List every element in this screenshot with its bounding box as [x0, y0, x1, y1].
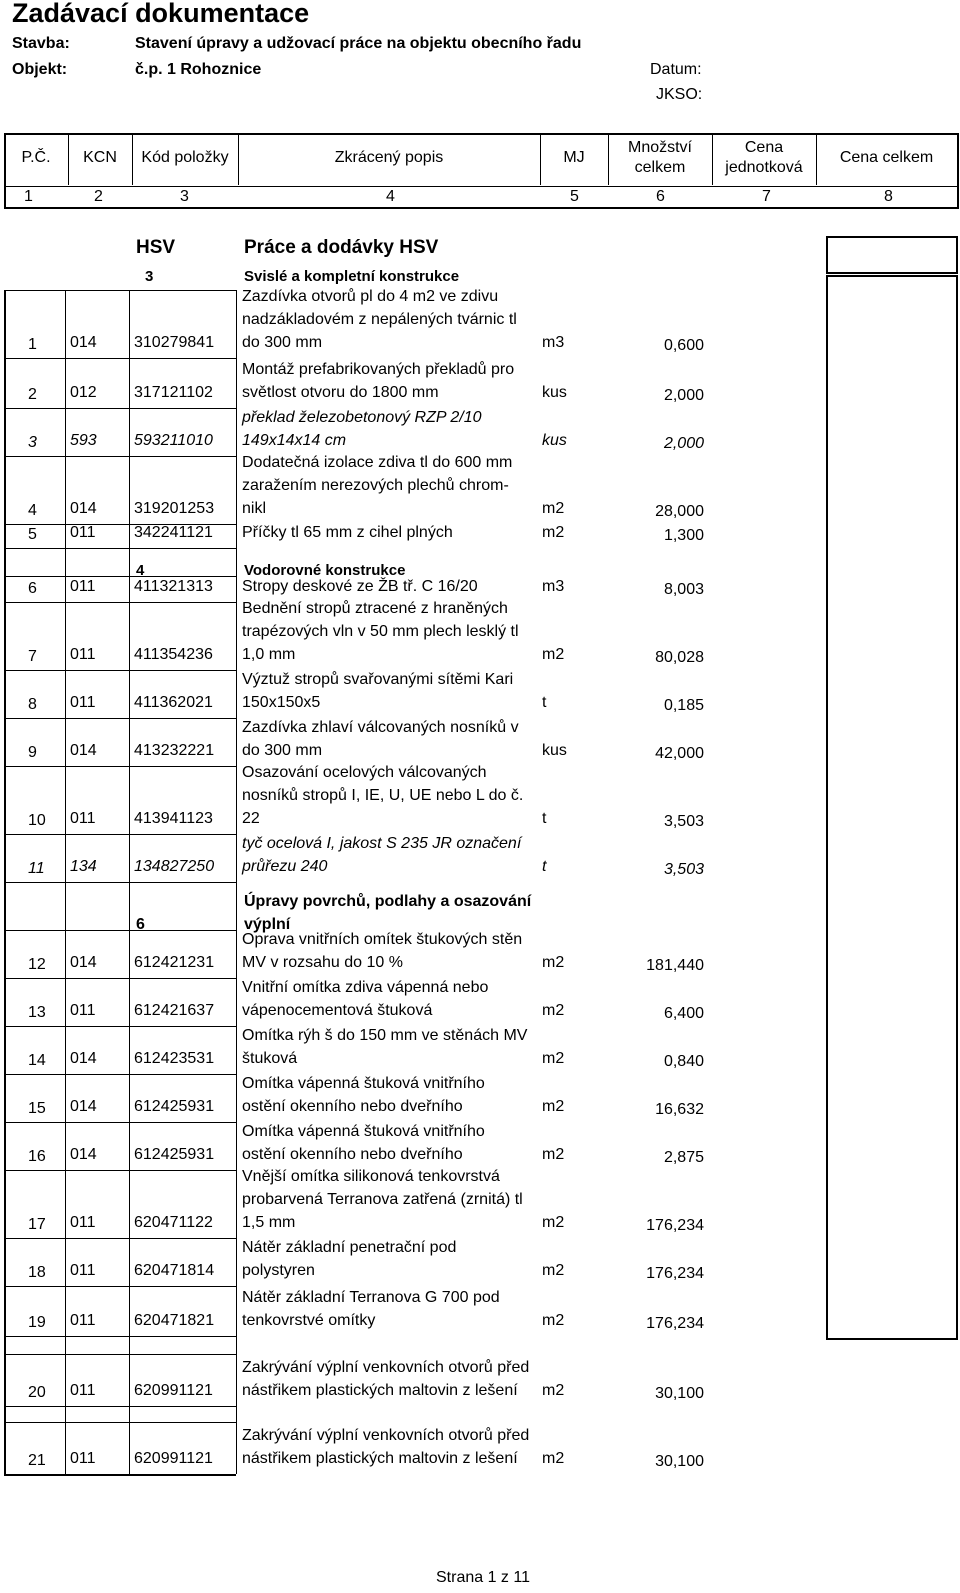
row-qty: 0,600	[663, 337, 704, 354]
grid-line	[4, 290, 236, 291]
row-qty: 176,234	[646, 1265, 704, 1282]
row-kod: 411321313	[134, 578, 213, 595]
row-kod: 612421637	[134, 1002, 215, 1019]
grid-line	[4, 1406, 236, 1407]
col-mj: MJ	[563, 149, 585, 166]
row-mj: m2	[542, 1146, 565, 1163]
col-num: 1	[24, 188, 33, 205]
row-pc: 20	[28, 1384, 46, 1401]
row-mj: m2	[542, 954, 565, 971]
row-mj: m2	[542, 646, 565, 663]
row-kod: 620471122	[134, 1214, 213, 1231]
row-pc: 18	[28, 1264, 46, 1281]
grid-line	[4, 548, 236, 549]
row-mj: m2	[542, 1382, 565, 1399]
row-qty: 0,185	[663, 697, 704, 714]
col-num: 6	[656, 188, 665, 205]
row-desc: Bednění stropů ztracené z hraněných trapézových vln v 50 mm plech lesklý tl 1,0 mm	[242, 600, 519, 663]
row-desc: Vnitřní omítka zdiva vápenná nebo vápenocementová štuková	[242, 979, 489, 1019]
row-qty: 16,632	[655, 1101, 704, 1118]
row-desc: Zakrývání výplní venkovních otvorů před nástřikem plastických maltovin z lešení	[242, 1359, 530, 1399]
row-qty: 3,503	[663, 813, 704, 830]
row-kod: 134827250	[134, 858, 215, 875]
row-qty: 8,003	[663, 581, 704, 598]
row-kod: 620471814	[134, 1262, 215, 1279]
row-pc: 12	[28, 956, 46, 973]
row-kod: 319201253	[134, 500, 215, 517]
row-desc: překlad železobetonový RZP 2/10 149x14x14 cm	[242, 409, 482, 449]
row-qty: 176,234	[646, 1217, 704, 1234]
row-kod: 593211010	[134, 432, 213, 449]
row-desc: Nátěr základní penetrační pod polystyren	[242, 1239, 457, 1279]
row-kod: 620991121	[134, 1382, 213, 1399]
row-desc: Montáž prefabrikovaných překladů pro světlost otvoru do 1800 mm	[242, 361, 515, 401]
grid-line	[4, 1122, 236, 1123]
row-qty: 30,100	[655, 1453, 704, 1470]
row-qty: 181,440	[646, 957, 704, 974]
row-mj: m2	[542, 524, 565, 541]
grid-line	[4, 930, 236, 931]
section-hsv-name: Práce a dodávky HSV	[244, 237, 439, 258]
price-box	[826, 236, 958, 274]
row-kcn: 011	[70, 810, 96, 827]
col-cena-j-2: jednotková	[725, 159, 803, 176]
row-pc: 9	[28, 744, 37, 761]
row-desc: Stropy deskové ze ŽB tř. C 16/20	[242, 578, 478, 595]
row-qty: 176,234	[646, 1315, 704, 1332]
row-kcn: 012	[70, 384, 97, 401]
grid-line	[4, 670, 236, 671]
row-mj: m2	[542, 1214, 565, 1231]
row-mj: kus	[542, 384, 567, 401]
row-mj: m2	[542, 1050, 565, 1067]
row-pc: 3	[28, 434, 37, 451]
row-pc: 4	[28, 502, 37, 519]
grid-line	[4, 1074, 236, 1075]
row-mj: kus	[542, 742, 567, 759]
col-mnozstvi-2: celkem	[634, 159, 686, 176]
objekt-label: Objekt:	[12, 61, 68, 78]
row-desc: Oprava vnitřních omítek štukových stěn MV v rozsahu do 10 %	[242, 931, 523, 971]
grid-line	[4, 882, 236, 883]
stavba-value: Stavení úpravy a udžovací práce na objektu obecního řadu	[135, 35, 582, 52]
objekt-value: č.p. 1 Rohoznice	[135, 61, 262, 78]
row-kod: 342241121	[134, 524, 213, 541]
section-3-name: Svislé a kompletní konstrukce	[244, 268, 460, 285]
col-popis: Zkrácený popis	[334, 149, 444, 166]
row-kod: 310279841	[134, 334, 215, 351]
grid-line	[4, 978, 236, 979]
grid-line	[4, 718, 236, 719]
row-pc: 16	[28, 1148, 46, 1165]
row-desc: Omítka rýh š do 150 mm ve stěnách MV štuková	[242, 1027, 528, 1067]
row-kcn: 014	[70, 742, 97, 759]
section-4-code: 4	[136, 562, 145, 579]
grid-line	[236, 290, 237, 1474]
row-mj: m3	[542, 578, 565, 595]
row-desc: Osazování ocelových válcovaných nosníků stropů I, IE, U, UE nebo L do č. 22	[242, 764, 524, 827]
row-mj: t	[542, 858, 547, 875]
row-qty: 42,000	[655, 745, 704, 762]
row-kcn: 011	[70, 524, 96, 541]
row-desc: Zakrývání výplní venkovních otvorů před nástřikem plastických maltovin z lešení	[242, 1427, 530, 1467]
col-kcn: KCN	[83, 149, 117, 166]
row-pc: 2	[28, 386, 37, 403]
col-mnozstvi-1: Množství	[627, 139, 692, 156]
col-num: 5	[570, 188, 579, 205]
document-title: Zadávací dokumentace	[12, 0, 310, 28]
row-mj: m2	[542, 1312, 565, 1329]
row-kcn: 134	[70, 858, 97, 875]
row-desc: Výztuž stropů svařovanými sítěmi Kari 150x150x5	[242, 671, 514, 711]
row-kod: 620471821	[134, 1312, 215, 1329]
row-pc: 13	[28, 1004, 46, 1021]
row-mj: t	[542, 810, 547, 827]
row-kod: 612425931	[134, 1146, 215, 1163]
row-kcn: 014	[70, 334, 97, 351]
row-kod: 413232221	[134, 742, 215, 759]
col-num: 2	[94, 188, 103, 205]
row-qty: 28,000	[655, 503, 704, 520]
row-kcn: 011	[70, 1214, 96, 1231]
row-kod: 317121102	[134, 384, 213, 401]
row-mj: m2	[542, 500, 565, 517]
row-qty: 2,000	[663, 387, 704, 404]
grid-line	[4, 358, 236, 359]
row-qty: 30,100	[655, 1385, 704, 1402]
row-qty: 2,875	[663, 1149, 704, 1166]
row-kcn: 011	[70, 646, 96, 663]
row-mj: m2	[542, 1002, 565, 1019]
datum-label: Datum:	[650, 61, 702, 78]
row-desc: Vnější omítka silikonová tenkovrstvá probarvená Terranova zatřená (zrnitá) tl 1,5 mm	[242, 1168, 523, 1231]
section-hsv-code: HSV	[136, 237, 176, 258]
row-pc: 10	[28, 812, 46, 829]
row-qty: 1,300	[663, 527, 704, 544]
grid-line	[4, 1475, 236, 1476]
row-pc: 7	[28, 648, 37, 665]
grid-line	[4, 456, 236, 457]
column-header	[4, 133, 957, 209]
col-pc: P.Č.	[21, 149, 51, 166]
row-pc: 8	[28, 696, 37, 713]
jkso-label: JKSO:	[656, 86, 703, 103]
row-qty: 80,028	[655, 649, 704, 666]
col-num: 7	[762, 188, 771, 205]
row-qty: 0,840	[663, 1053, 704, 1070]
section-6-name: Úpravy povrchů, podlahy a osazování	[244, 893, 532, 910]
section-6-name: výplní	[244, 916, 291, 933]
row-pc: 6	[28, 580, 37, 597]
row-desc: Zazdívka otvorů pl do 4 m2 ve zdivu nadzákladovém z nepálených tvárnic tl do 300 mm	[242, 288, 517, 351]
row-kod: 411362021	[134, 694, 213, 711]
row-kod: 612421231	[134, 954, 215, 971]
row-kcn: 011	[70, 1382, 96, 1399]
grid-line	[4, 602, 236, 603]
grid-line	[4, 1286, 236, 1287]
row-mj: kus	[542, 432, 567, 449]
row-kcn: 011	[70, 1262, 96, 1279]
row-mj: m2	[542, 1262, 565, 1279]
grid-line	[4, 1422, 236, 1423]
row-pc: 5	[28, 526, 37, 543]
row-mj: m3	[542, 334, 565, 351]
row-pc: 11	[28, 860, 45, 877]
row-kcn: 014	[70, 500, 97, 517]
row-kcn: 011	[70, 1312, 96, 1329]
row-kcn: 593	[70, 432, 97, 449]
col-kod: Kód položky	[141, 149, 229, 166]
row-kcn: 014	[70, 1146, 97, 1163]
grid-line	[4, 408, 236, 409]
row-pc: 17	[28, 1216, 46, 1233]
row-pc: 19	[28, 1314, 46, 1331]
row-qty: 3,503	[663, 861, 704, 878]
stavba-label: Stavba:	[12, 35, 70, 52]
section-3-code: 3	[145, 268, 154, 285]
col-cena-j-1: Cena	[744, 139, 784, 156]
row-desc: Příčky tl 65 mm z cihel plných	[242, 524, 453, 541]
row-pc: 21	[28, 1452, 46, 1469]
row-pc: 1	[28, 336, 37, 353]
row-kcn: 014	[70, 954, 97, 971]
grid-line	[4, 766, 236, 767]
row-mj: m2	[542, 1098, 565, 1115]
row-desc: tyč ocelová I, jakost S 235 JR označení průřezu 240	[242, 835, 522, 875]
grid-line	[4, 834, 236, 835]
row-kod: 612423531	[134, 1050, 215, 1067]
grid-line	[4, 1354, 236, 1355]
row-desc: Omítka vápenná štuková vnitřního ostění okenního nebo dveřního	[242, 1075, 485, 1115]
row-kcn: 014	[70, 1098, 97, 1115]
row-desc: Dodatečná izolace zdiva tl do 600 mm zaražením nerezových plechů chrom- nikl	[242, 454, 513, 517]
col-num: 8	[884, 188, 893, 205]
row-qty: 2,000	[663, 435, 704, 452]
col-cena-celkem: Cena celkem	[839, 149, 934, 166]
grid-line	[4, 1170, 236, 1171]
grid-line	[4, 1238, 236, 1239]
page-footer: Strana 1 z 11	[436, 1569, 530, 1586]
row-pc: 14	[28, 1052, 46, 1069]
row-pc: 15	[28, 1100, 46, 1117]
row-kcn: 011	[70, 1002, 96, 1019]
col-num: 4	[386, 188, 395, 205]
row-qty: 6,400	[663, 1005, 704, 1022]
row-kcn: 011	[70, 578, 96, 595]
section-6-code: 6	[136, 916, 145, 933]
col-num: 3	[180, 188, 189, 205]
price-box	[826, 275, 958, 1340]
row-desc: Zazdívka zhlaví válcovaných nosníků v do 300 mm	[242, 719, 519, 759]
row-kod: 413941123	[134, 810, 213, 827]
row-kcn: 011	[70, 694, 96, 711]
row-kod: 612425931	[134, 1098, 215, 1115]
grid-line	[4, 1026, 236, 1027]
row-mj: m2	[542, 1450, 565, 1467]
row-desc: Omítka vápenná štuková vnitřního ostění okenního nebo dveřního	[242, 1123, 485, 1163]
row-kod: 411354236	[134, 646, 213, 663]
row-mj: t	[542, 694, 547, 711]
grid-line	[4, 1336, 236, 1337]
row-kcn: 014	[70, 1050, 97, 1067]
row-desc: Nátěr základní Terranova G 700 pod tenkovrstvé omítky	[242, 1289, 500, 1329]
section-4-name: Vodorovné konstrukce	[244, 562, 406, 579]
row-kod: 620991121	[134, 1450, 213, 1467]
row-kcn: 011	[70, 1450, 96, 1467]
